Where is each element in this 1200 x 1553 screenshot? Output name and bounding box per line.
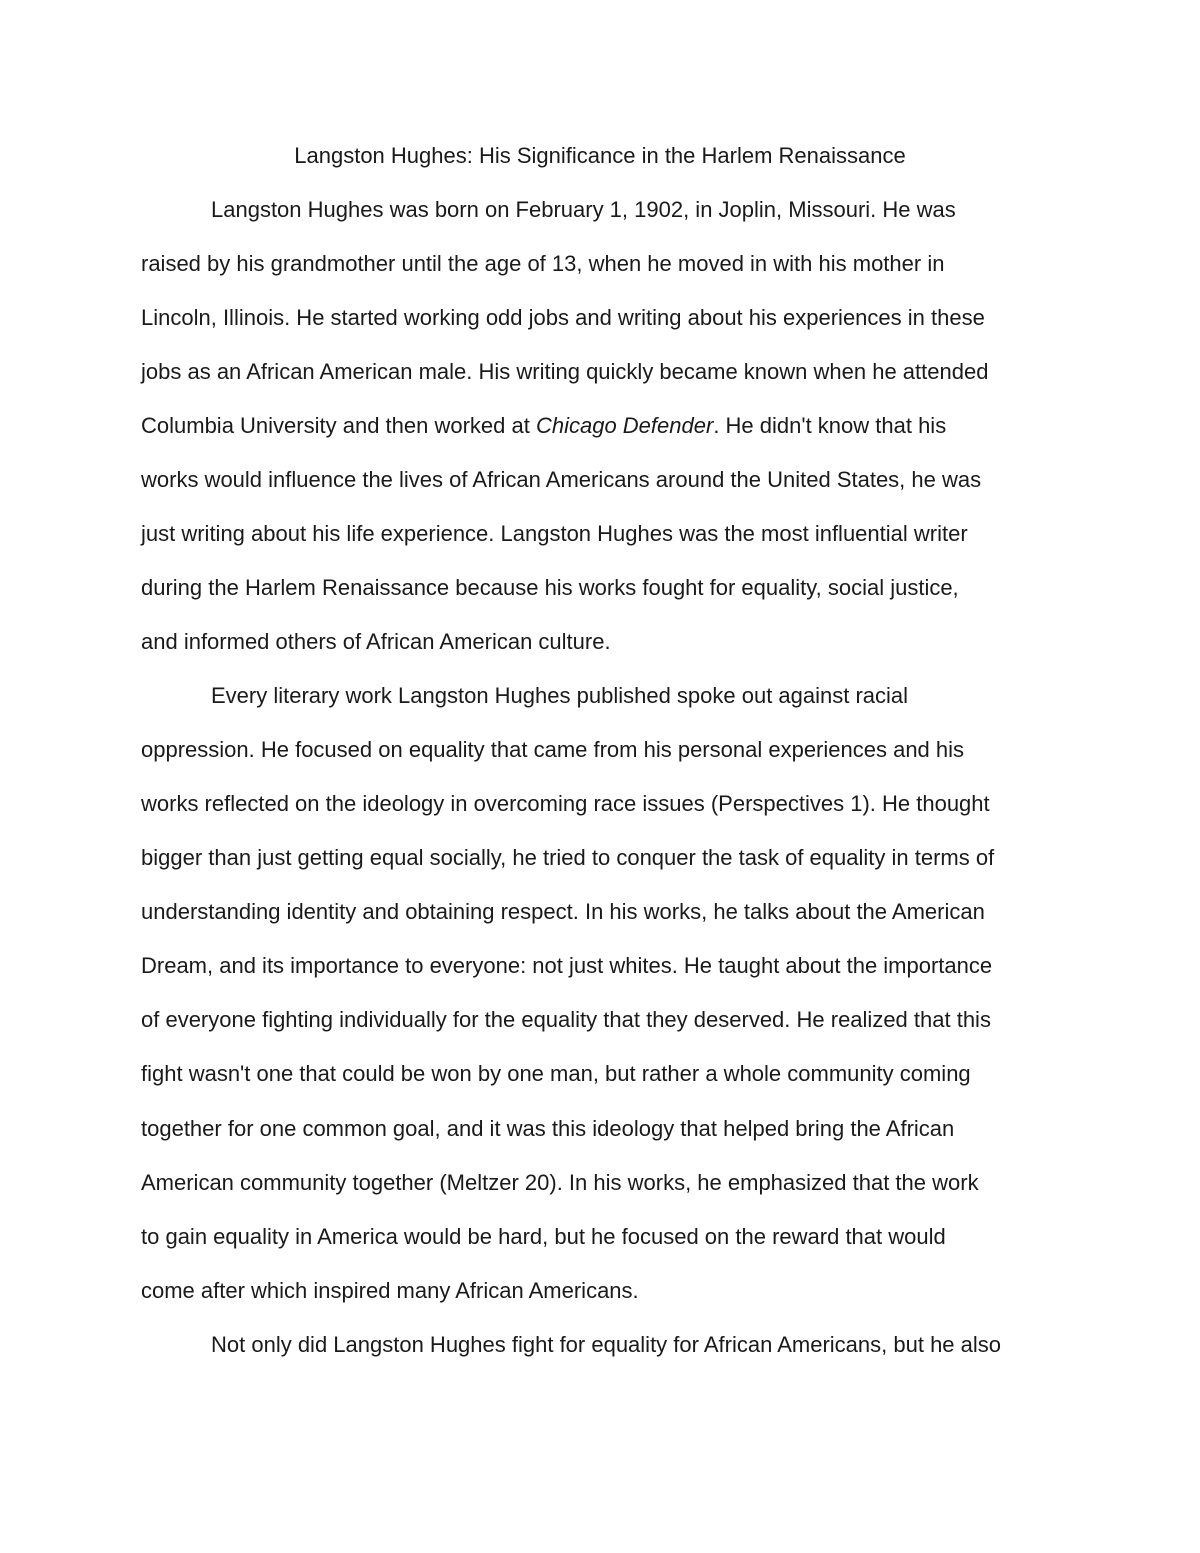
text-line: during the Harlem Renaissance because his works fought for equality, social justice, <box>141 575 959 600</box>
text-line: of everyone fighting individually for the equality that they deserved. He realized that this <box>141 1007 991 1032</box>
text-line: understanding identity and obtaining respect. In his works, he talks about the American <box>141 899 985 924</box>
text-line: Langston Hughes was born on February 1, 1902, in Joplin, Missouri. He was <box>211 197 956 222</box>
text-line: come after which inspired many African Americans. <box>141 1278 639 1303</box>
text-line: oppression. He focused on equality that came from his personal experiences and his <box>141 737 965 762</box>
text-line: American community together (Meltzer 20). In his works, he emphasized that the work <box>141 1170 979 1195</box>
text-line: works would influence the lives of African Americans around the United States, he was <box>141 467 982 492</box>
text-run: Columbia University and then worked at <box>141 413 536 438</box>
text-line: raised by his grandmother until the age of 13, when he moved in with his mother in <box>141 251 945 276</box>
text-line: together for one common goal, and it was this ideology that helped bring the African <box>141 1116 955 1141</box>
document-title: Langston Hughes: His Significance in the Harlem Renaissance <box>294 143 906 168</box>
text-line <box>141 410 946 442</box>
text-line: works reflected on the ideology in overcoming race issues (Perspectives 1). He thought <box>141 791 990 816</box>
text-line: just writing about his life experience. Langston Hughes was the most influential writer <box>141 521 968 546</box>
text-line: jobs as an African American male. His writing quickly became known when he attended <box>141 359 989 384</box>
text-line: to gain equality in America would be hard, but he focused on the reward that would <box>141 1224 946 1249</box>
text-line: bigger than just getting equal socially, he tried to conquer the task of equality in terms of <box>141 845 995 870</box>
text-line: Lincoln, Illinois. He started working odd jobs and writing about his experiences in these <box>141 305 985 330</box>
publication-title: Chicago Defender <box>535 413 714 438</box>
text-line: Dream, and its importance to everyone: not just whites. He taught about the importance <box>141 953 993 978</box>
text-line: Every literary work Langston Hughes published spoke out against racial <box>211 683 909 708</box>
text-run: . He didn't know that his <box>713 413 947 438</box>
text-line: fight wasn't one that could be won by one man, but rather a whole community coming <box>141 1061 971 1086</box>
text-line: and informed others of African American culture. <box>141 629 611 654</box>
text-line: Not only did Langston Hughes fight for equality for African Americans, but he also <box>211 1332 1002 1357</box>
